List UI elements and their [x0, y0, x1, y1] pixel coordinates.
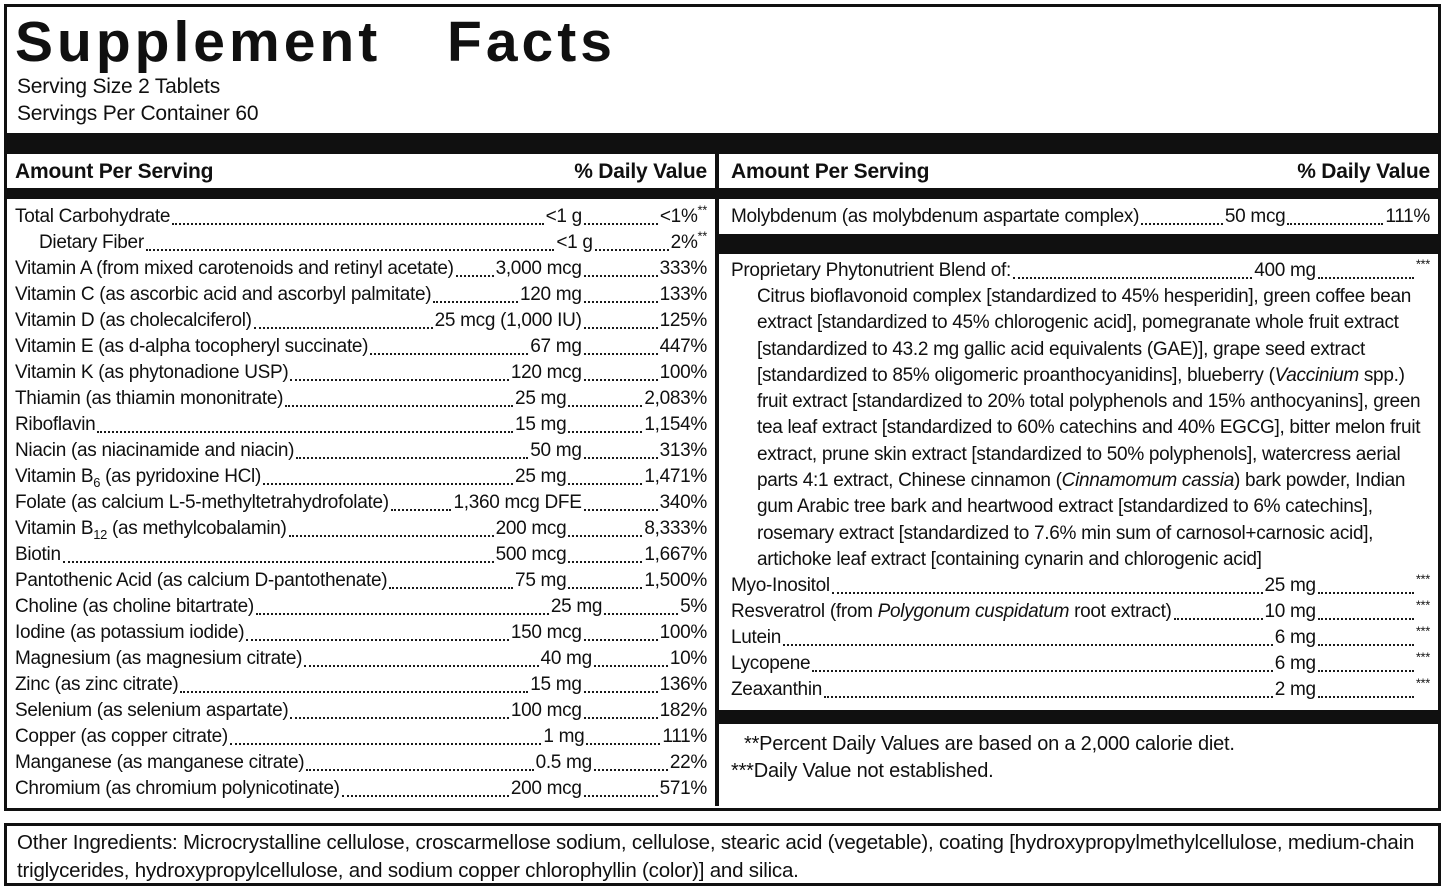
- nutrient-name: Vitamin K (as phytonadione USP): [15, 362, 289, 383]
- nutrient-daily-value: ***: [1415, 623, 1430, 639]
- nutrient-amount: 200 mcg: [495, 518, 567, 539]
- dot-leader: [584, 795, 658, 797]
- amount-per-serving-label: Amount Per Serving: [731, 160, 930, 183]
- dot-leader: [568, 431, 642, 433]
- nutrient-daily-value: 1,154%: [644, 414, 707, 435]
- nutrient-name: Myo-Inositol: [731, 575, 830, 597]
- nutrient-daily-value: 333%: [659, 258, 707, 279]
- nutrient-amount: 15 mg: [530, 674, 582, 695]
- dot-leader: [285, 405, 513, 407]
- nutrient-daily-value: ***: [1415, 597, 1430, 613]
- dot-leader: [584, 353, 658, 355]
- nutrient-amount: 25 mcg (1,000 IU): [434, 310, 582, 331]
- dot-leader: [584, 223, 658, 225]
- nutrient-row: [731, 258, 1430, 284]
- other-ingredients-box: [4, 823, 1441, 886]
- nutrient-amount: 400 mg: [1254, 260, 1316, 281]
- nutrient-amount: 67 mg: [530, 336, 582, 357]
- nutrient-name: Zinc (as zinc citrate): [15, 674, 179, 695]
- nutrient-name: Manganese (as manganese citrate): [15, 752, 305, 773]
- dot-leader: [63, 561, 494, 563]
- blend-heading-row: [731, 258, 1430, 284]
- nutrient-name: Lutein: [731, 627, 781, 649]
- dot-leader: [289, 535, 494, 537]
- dot-leader: [604, 613, 678, 615]
- nutrient-row: [15, 750, 707, 776]
- dot-leader: [584, 691, 658, 693]
- nutrient-amount: 200 mcg: [510, 778, 582, 799]
- nutrient-amount: 120 mg: [520, 284, 582, 305]
- dot-leader: [370, 353, 528, 355]
- dot-leader: [389, 587, 513, 589]
- nutrient-name: Vitamin $B_6$ (as pyridoxine HCl): [15, 466, 261, 490]
- nutrient-daily-value: ***: [1415, 675, 1430, 691]
- nutrient-amount: 120 mcg: [510, 362, 582, 383]
- nutrient-daily-value: 8,333%: [644, 518, 707, 539]
- servings-per-container: Servings Per Container 60: [17, 102, 259, 125]
- nutrient-amount: 3,000 mcg: [495, 258, 582, 279]
- dot-leader: [584, 301, 658, 303]
- dot-leader: [832, 592, 1263, 594]
- nutrient-row: [15, 568, 707, 594]
- nutrient-row: [15, 230, 707, 256]
- nutrient-amount: 2 mg: [1274, 679, 1316, 701]
- nutrient-row: [15, 776, 707, 802]
- facts-columns: [7, 154, 1438, 806]
- nutrient-amount: 25 mg: [515, 466, 567, 487]
- dot-leader: [254, 327, 433, 329]
- header-divider-bar: [7, 133, 1438, 154]
- dot-leader: [824, 696, 1273, 698]
- nutrient-name: Iodine (as potassium iodide): [15, 622, 245, 643]
- nutrient-name: Molybdenum (as molybdenum aspartate complex): [731, 206, 1140, 227]
- dot-leader: [1013, 277, 1252, 279]
- nutrient-amount: 500 mcg: [495, 544, 567, 565]
- column-header-left: [15, 154, 707, 188]
- column-header-right: [731, 154, 1430, 188]
- nutrient-daily-value: 2,083%: [644, 388, 707, 409]
- footnote-dv-not-established: ***Daily Value not established.: [731, 760, 994, 783]
- nutrient-daily-value: 125%: [659, 310, 707, 331]
- nutrient-name: Folate (as calcium L-5-methyltetrahydrofolate): [15, 492, 389, 513]
- nutrient-daily-value: 571%: [659, 778, 707, 799]
- nutrient-name: Total Carbohydrate: [15, 206, 171, 227]
- blend-description: Citrus bioflavonoid complex [standardized to 45% hesperidin], green coffee bean extract [standardized to 45% chlorogenic acid], pomegranate whole fruit extract [standardized to 43.2 mg gallic acid equivalents (GAE)], grape seed extract [standardized to 85% oligomeric proanthocyanidins], blueberry (Vaccinium spp.) fruit extract [standardized to 20% total polyphenols and 15% anthocyanins], green tea leaf extract [standardized to 60% catechins and 40% EGCG], bitter melon fruit extract, prune skin extract [standardized to 50% polyphenols], watercress aerial parts 4:1 extract, Chinese cinnamon (Cinnamomum cassia) bark powder, Indian gum Arabic tree bark and heartwood extract [standardized to 6% catechins], rosemary extract [standardized to 7.6% min sum of carnosol+carnosic acid], artichoke leaf extract [containing cynarin and chlorogenic acid]: [757, 286, 1421, 570]
- nutrient-row: [15, 620, 707, 646]
- daily-value-label: % Daily Value: [1297, 160, 1430, 183]
- dot-leader: [568, 561, 642, 563]
- nutrient-daily-value: 111%: [1385, 206, 1430, 227]
- nutrient-name: Choline (as choline bitartrate): [15, 596, 254, 617]
- dot-leader: [146, 249, 555, 251]
- nutrient-daily-value: ***: [1415, 256, 1430, 272]
- dot-leader: [1318, 277, 1414, 279]
- dot-leader: [256, 613, 549, 615]
- other-ingredients-text: Other Ingredients: Microcrystalline cellulose, croscarmellose sodium, cellulose, stearic acid (vegetable), coating [hydroxypropylmethylcellulose, medium-chain triglycerides, hydroxypropylcellulose, and sodium copper chlorophyllin (color)] and silica.: [17, 831, 1415, 882]
- nutrient-row: [15, 490, 707, 516]
- nutrient-name: Vitamin $B_{12}$ (as methylcobalamin): [15, 518, 287, 542]
- nutrient-amount: 40 mg: [540, 648, 592, 669]
- dot-leader: [584, 327, 658, 329]
- dot-leader: [584, 509, 658, 511]
- dot-leader: [568, 535, 642, 537]
- nutrient-row: [731, 204, 1430, 230]
- nutrient-row: [15, 438, 707, 464]
- nutrient-row: [15, 594, 707, 620]
- nutrient-name: Lycopene: [731, 653, 811, 675]
- dot-leader: [296, 457, 528, 459]
- nutrient-amount: 25 mg: [515, 388, 567, 409]
- dot-leader: [584, 275, 658, 277]
- dot-leader: [456, 275, 494, 277]
- amount-per-serving-label: Amount Per Serving: [15, 160, 214, 183]
- nutrient-row: [15, 360, 707, 386]
- dot-leader: [304, 665, 538, 667]
- nutrient-name: Proprietary Phytonutrient Blend of:: [731, 260, 1011, 281]
- nutrient-daily-value: 133%: [659, 284, 707, 305]
- nutrient-row: [15, 646, 707, 672]
- nutrient-row: [15, 542, 707, 568]
- nutrient-row: [15, 334, 707, 360]
- nutrient-row: [15, 308, 707, 334]
- nutrient-row: [731, 651, 1430, 677]
- nutrient-row: [15, 464, 707, 490]
- nutrient-row: [15, 256, 707, 282]
- nutrient-row: [731, 573, 1430, 599]
- nutrient-name: Resveratrol (from Polygonum cuspidatum root extract): [731, 601, 1172, 623]
- dot-leader: [290, 379, 508, 381]
- dot-leader: [594, 665, 668, 667]
- dot-leader: [595, 249, 669, 251]
- nutrient-name: Selenium (as selenium aspartate): [15, 700, 289, 721]
- nutrient-daily-value: 340%: [659, 492, 707, 513]
- nutrient-row: [731, 677, 1430, 703]
- dot-leader: [1174, 618, 1263, 620]
- nutrient-daily-value: 136%: [659, 674, 707, 695]
- nutrient-amount: <1 g: [545, 206, 582, 227]
- nutrient-daily-value: 182%: [659, 700, 707, 721]
- nutrient-name: Riboflavin: [15, 414, 96, 435]
- dot-leader: [290, 717, 508, 719]
- dot-leader: [584, 379, 658, 381]
- dot-leader: [1318, 670, 1414, 672]
- nutrient-name: Vitamin C (as ascorbic acid and ascorbyl palmitate): [15, 284, 432, 305]
- dot-leader: [263, 483, 513, 485]
- nutrient-name: Niacin (as niacinamide and niacin): [15, 440, 295, 461]
- nutrient-daily-value: 100%: [659, 362, 707, 383]
- nutrient-daily-value: 22%: [669, 752, 707, 773]
- nutrient-name: Chromium (as chromium polynicotinate): [15, 778, 340, 799]
- nutrient-amount: 6 mg: [1274, 653, 1316, 675]
- subheader-divider-bar: [719, 188, 1438, 199]
- nutrient-row: [15, 386, 707, 412]
- serving-size: Serving Size 2 Tablets: [17, 75, 220, 98]
- dot-leader: [584, 457, 658, 459]
- dot-leader: [342, 795, 509, 797]
- footnote-divider-bar: [719, 710, 1438, 724]
- nutrient-amount: 1,360 mcg DFE: [453, 492, 582, 513]
- dot-leader: [1318, 696, 1414, 698]
- dot-leader: [594, 769, 668, 771]
- nutrient-amount: 100 mcg: [510, 700, 582, 721]
- facts-column-right: [719, 154, 1438, 806]
- nutrient-rows-right-bottom: [731, 573, 1430, 703]
- nutrient-daily-value: 10%: [669, 648, 707, 669]
- nutrient-row: [731, 599, 1430, 625]
- nutrient-row: [15, 672, 707, 698]
- nutrient-name: Zeaxanthin: [731, 679, 823, 701]
- nutrient-name: Biotin: [15, 544, 61, 565]
- dot-leader: [1141, 223, 1223, 225]
- nutrient-name: Vitamin A (from mixed carotenoids and retinyl acetate): [15, 258, 454, 279]
- nutrient-daily-value: 5%: [680, 596, 707, 617]
- nutrient-name: Copper (as copper citrate): [15, 726, 228, 747]
- facts-column-left: [7, 154, 719, 806]
- nutrient-amount: 25 mg: [550, 596, 603, 617]
- dot-leader: [1318, 644, 1414, 646]
- nutrient-daily-value: 2%**: [670, 228, 707, 253]
- dot-leader: [568, 405, 642, 407]
- nutrient-amount: 150 mcg: [510, 622, 582, 643]
- footnote-daily-values: **Percent Daily Values are based on a 2,000 calorie diet.: [744, 733, 1235, 756]
- dot-leader: [97, 431, 513, 433]
- nutrient-name: Vitamin D (as cholecalciferol): [15, 310, 252, 331]
- dot-leader: [584, 639, 658, 641]
- nutrient-daily-value: 1,471%: [644, 466, 707, 487]
- nutrient-rows-right-top: [731, 204, 1430, 230]
- nutrient-row: [15, 204, 707, 230]
- nutrient-name: Pantothenic Acid (as calcium D-pantothenate): [15, 570, 388, 591]
- dot-leader: [783, 644, 1273, 646]
- dot-leader: [230, 743, 541, 745]
- nutrient-rows-left: [15, 204, 707, 802]
- dot-leader: [1287, 223, 1383, 225]
- nutrient-daily-value: ***: [1415, 571, 1430, 587]
- dot-leader: [812, 670, 1272, 672]
- dot-leader: [433, 301, 518, 303]
- dot-leader: [584, 717, 658, 719]
- nutrient-daily-value: 447%: [659, 336, 707, 357]
- nutrient-name: Dietary Fiber: [39, 232, 144, 253]
- nutrient-amount: 1 mg: [543, 726, 585, 747]
- nutrient-amount: 50 mcg: [1224, 206, 1286, 227]
- nutrient-amount: 75 mg: [515, 570, 567, 591]
- blend-divider-bar: [719, 234, 1438, 254]
- nutrient-daily-value: <1%**: [659, 202, 707, 227]
- nutrient-name: Magnesium (as magnesium citrate): [15, 648, 303, 669]
- dot-leader: [1318, 592, 1414, 594]
- nutrient-row: [15, 282, 707, 308]
- nutrient-amount: 25 mg: [1264, 575, 1316, 597]
- dot-leader: [568, 483, 642, 485]
- supplement-facts-panel: [4, 4, 1441, 811]
- nutrient-daily-value: 1,500%: [644, 570, 707, 591]
- dot-leader: [1318, 618, 1414, 620]
- nutrient-row: [15, 516, 707, 542]
- nutrient-amount: <1 g: [556, 232, 593, 253]
- nutrient-daily-value: 100%: [659, 622, 707, 643]
- dot-leader: [172, 223, 543, 225]
- dot-leader: [180, 691, 528, 693]
- nutrient-amount: 0.5 mg: [535, 752, 592, 773]
- subheader-divider-bar: [7, 188, 715, 199]
- nutrient-daily-value: 111%: [662, 726, 707, 747]
- dot-leader: [586, 743, 660, 745]
- dot-leader: [246, 639, 509, 641]
- dot-leader: [391, 509, 452, 511]
- nutrient-name: Thiamin (as thiamin mononitrate): [15, 388, 284, 409]
- nutrient-daily-value: 313%: [659, 440, 707, 461]
- nutrient-amount: 50 mg: [530, 440, 582, 461]
- nutrient-row: [15, 698, 707, 724]
- dot-leader: [306, 769, 533, 771]
- nutrient-amount: 10 mg: [1264, 601, 1316, 623]
- nutrient-amount: 6 mg: [1274, 627, 1316, 649]
- nutrient-amount: 15 mg: [515, 414, 567, 435]
- nutrient-row: [731, 625, 1430, 651]
- nutrient-row: [15, 412, 707, 438]
- dot-leader: [568, 587, 642, 589]
- nutrient-daily-value: 1,667%: [644, 544, 707, 565]
- nutrient-name: Vitamin E (as d-alpha tocopheryl succinate): [15, 336, 369, 357]
- nutrient-daily-value: ***: [1415, 649, 1430, 665]
- daily-value-label: % Daily Value: [574, 160, 707, 183]
- nutrient-row: [15, 724, 707, 750]
- panel-title: Supplement Facts: [15, 10, 616, 74]
